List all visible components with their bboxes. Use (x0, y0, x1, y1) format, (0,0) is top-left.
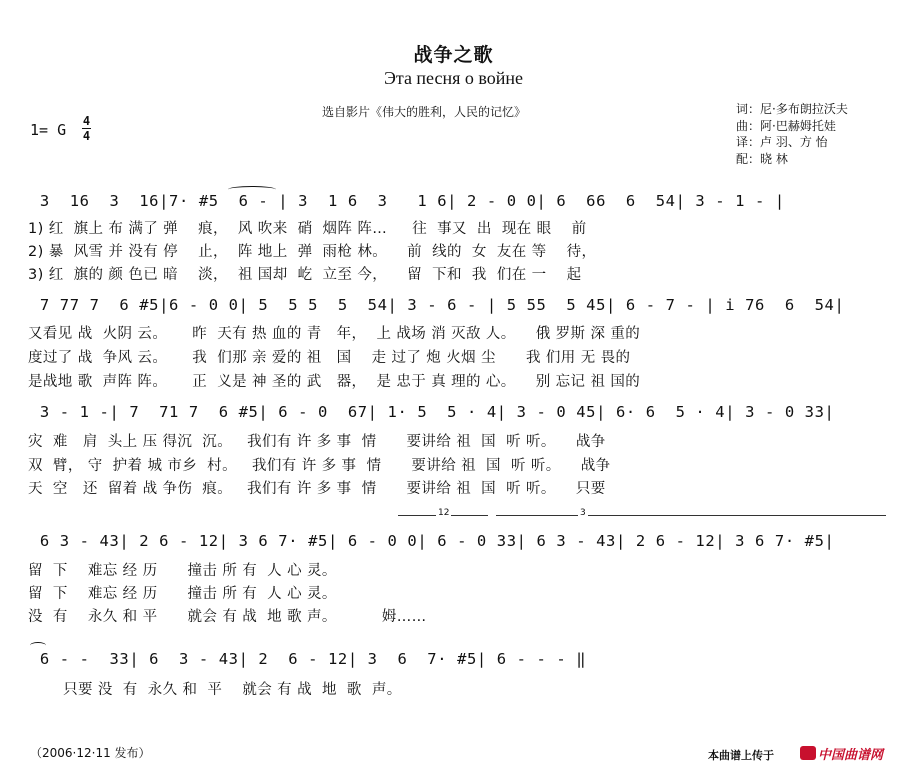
repeat-label-12: 12 (438, 508, 450, 518)
lyric-line-3-verse-1: 灾 难 肩 头上 压 得沉 沉。 我们有 许 多 事 情 要讲给 祖 国 听 听。 战争 (28, 434, 606, 450)
lyric-line-4-verse-3: 没 有 永久 和 平 就会 有 战 地 歌 声。 姆…… (28, 609, 427, 625)
tie-mark-start (30, 642, 46, 649)
credit-arranger: 配：晓 林 (736, 151, 788, 166)
notation-line-3: 3 - 1 -| 7 71 7 6 #5| 6 - 0 67| 1· 5 5 · 4| 3 - 0 45| 6· 6 5 · 4| 3 - 0 33| (30, 403, 835, 421)
credit-composer: 曲：阿·巴赫姆托娃 (736, 118, 836, 133)
lyric-line-2-verse-3: 是战地 歌 声阵 阵。 正 义是 神 圣的 武 器， 是 忠于 真 理的 心。 别 忘记 祖 国的 (28, 374, 641, 390)
tie-mark (228, 186, 276, 193)
time-signature-bottom: 4 (82, 129, 91, 143)
lyric-line-1-verse-3: 3) 红 旗的 颜 色已 暗 淡， 祖 国却 屹 立至 今， 留 下和 我 们在 一 起 (28, 267, 582, 283)
credit-translator: 译：卢 羽、方 怡 (736, 135, 828, 149)
notation-line-4: 6 3 - 43| 2 6 - 12| 3 6 7· #5| 6 - 0 0| 6 - 0 33| 6 3 - 43| 2 6 - 12| 3 6 7· #5| (30, 532, 835, 550)
lyric-line-3-verse-2: 双 臂， 守 护着 城 市乡 村。 我们有 许 多 事 情 要讲给 祖 国 听 听。 战争 (28, 458, 611, 474)
upload-note: 本曲谱上传于 (708, 749, 774, 762)
publish-date: （2006·12·11 发布） (30, 746, 151, 760)
lyric-line-4-verse-2: 留 下 难忘 经 历 撞击 所 有 人 心 灵。 (28, 586, 337, 602)
lyric-line-2-verse-2: 度过了 战 争风 云。 我 们那 亲 爱的 祖 国 走 过了 炮 火烟 尘 我 们用 无 畏的 (28, 350, 631, 366)
notation-line-1: 3 16 3 16|7· #5 6 - | 3 1 6 3 1 6| 2 - 0 0| 6 66 6 54| 3 - 1 - | (30, 192, 785, 210)
film-source: 选自影片《伟大的胜利，人民的记忆》 (322, 105, 527, 119)
credit-lyricist: 词：尼·多布朗拉沃夫 (736, 102, 848, 116)
notation-line-5: 6 - - 33| 6 3 - 43| 2 6 - 12| 3 6 7· #5| 6 - - - ‖ (30, 650, 587, 668)
lyric-line-5: 只要 没 有 永久 和 平 就会 有 战 地 歌 声。 (28, 682, 402, 698)
lyric-line-1-verse-2: 2) 暴 风雪 并 没有 停 止， 阵 地上 弹 雨枪 林。 前 线的 女 友在 等 待， (28, 244, 597, 260)
lyric-line-4-verse-1: 留 下 难忘 经 历 撞击 所 有 人 心 灵。 (28, 563, 337, 579)
key-signature: 1= G (30, 121, 67, 139)
lyric-line-1-verse-1: 1) 红 旗上 布 满了 弹 痕， 风 吹来 硝 烟阵 阵… 往 事又 出 现在 眼 前 (28, 221, 587, 237)
logo-icon (800, 746, 816, 760)
repeat-bracket-3 (496, 515, 886, 516)
lyric-line-3-verse-3: 天 空 还 留着 战 争伤 痕。 我们有 许 多 事 情 要讲给 祖 国 听 听。 只要 (28, 481, 606, 497)
credits (736, 101, 848, 167)
song-subtitle-russian: Эта песня о войне (383, 68, 524, 88)
time-signature (82, 115, 91, 142)
lyric-line-2-verse-1: 又看见 战 火阴 云。 昨 天有 热 血的 青 年， 上 战场 消 灭敌 人。 俄 罗斯 深 重的 (28, 326, 641, 342)
time-signature-top: 4 (82, 114, 91, 128)
logo-text: 中国曲谱网 (818, 748, 884, 763)
notation-line-2: 7 77 7 6 #5|6 - 0 0| 5 5 5 5 54| 3 - 6 - | 5 55 5 45| 6 - 7 - | i 76 6 54| (30, 296, 845, 314)
song-title: 战争之歌 (413, 44, 494, 66)
site-logo[interactable] (800, 744, 898, 762)
repeat-label-3: 3 (580, 508, 586, 518)
